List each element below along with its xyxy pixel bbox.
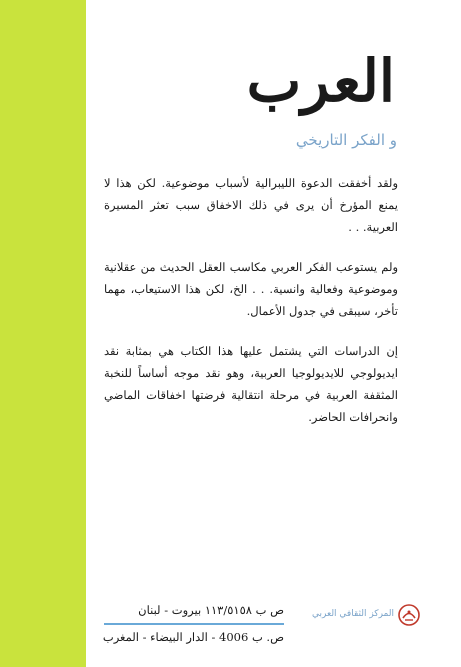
address-casablanca: ص. ب 4006 - الدار البيضاء - المغرب — [102, 630, 284, 644]
blurb-paragraph-2: ولم يستوعب الفكر العربي مكاسب العقل الحديث من عقلانية وموضوعية وفعالية وانسية. . . الخ، لكن هذا الاستيعاب، مهما تأخر، سيبقى في جدول الأعمال. — [104, 260, 398, 318]
footer-divider — [104, 623, 284, 625]
blurb-paragraph-1: ولقد أخفقت الدعوة الليبرالية لأسباب موضوعية. لكن هذا لا يمنع المؤرخ أن يرى في ذلك الاخفاق سبب تعثر المسيرة العربية. . . — [104, 176, 398, 234]
blurb-paragraph-3: إن الدراسات التي يشتمل عليها هذا الكتاب هي بمثابة نقد ايديولوجي للايديولوجيا العربية، وهو نقد موجه أساساً للنخبة المثقفة العربية في مرحلة انتقالية فرضتها اخفاقات الماضي وانحرافات الحاضر. — [104, 344, 398, 424]
book-subtitle: و الفكر التاريخي — [295, 131, 397, 149]
book-title: العرب — [246, 47, 395, 115]
blurb-text — [104, 172, 398, 446]
green-side-strip — [0, 0, 86, 667]
publisher-emblem-icon — [398, 603, 420, 627]
address-beirut: ص ب ١١٣/٥١٥٨ بيروت - لبنان — [138, 603, 284, 617]
publisher-name: المركز الثقافي العربي — [312, 609, 394, 619]
